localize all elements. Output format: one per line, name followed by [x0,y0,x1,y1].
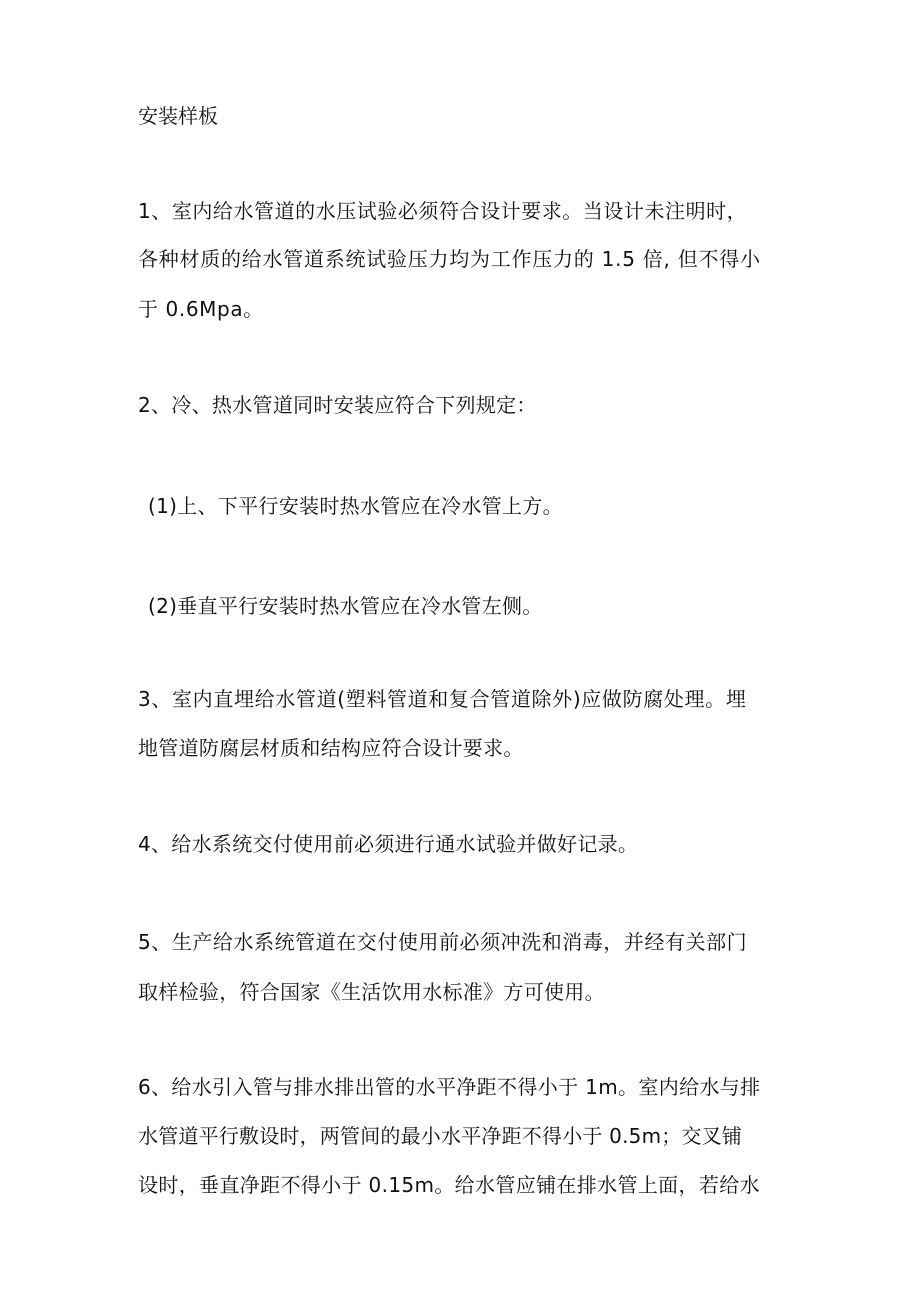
item-6-line-1: 6、给水引入管与排水排出管的水平净距不得小于 1m。室内给水与排 [138,1075,761,1099]
item-2-subitem-1: (1)上、下平行安装时热水管应在冷水管上方。 [148,494,563,518]
item-3-line-1: 3、室内直埋给水管道(塑料管道和复合管道除外)应做防腐处理。埋 [138,687,747,711]
item-6-line-3: 设时，垂直净距不得小于 0.15m。给水管应铺在排水管上面，若给水 [138,1173,760,1197]
item-6-line-2: 水管道平行敷设时，两管间的最小水平净距不得小于 0.5m；交叉铺 [138,1124,743,1148]
item-4-line-1: 4、给水系统交付使用前必须进行通水试验并做好记录。 [138,832,639,856]
item-2-subitem-2: (2)垂直平行安装时热水管应在冷水管左侧。 [148,594,543,618]
item-3-line-2: 地管道防腐层材质和结构应符合设计要求。 [138,736,524,760]
document-title: 安装样板 [138,104,218,128]
item-5-line-1: 5、生产给水系统管道在交付使用前必须冲洗和消毒，并经有关部门 [138,930,748,954]
item-5-line-2: 取样检验，符合国家《生活饮用水标准》方可使用。 [138,980,605,1004]
item-1-line-1: 1、室内给水管道的水压试验必须符合设计要求。当设计未注明时， [138,199,748,223]
item-2-line-1: 2、冷、热水管道同时安装应符合下列规定： [138,393,537,417]
item-1-line-3: 于 0.6Mpa。 [138,297,264,321]
item-1-line-2: 各种材质的给水管道系统试验压力均为工作压力的 1.5 倍, 但不得小 [138,247,761,271]
